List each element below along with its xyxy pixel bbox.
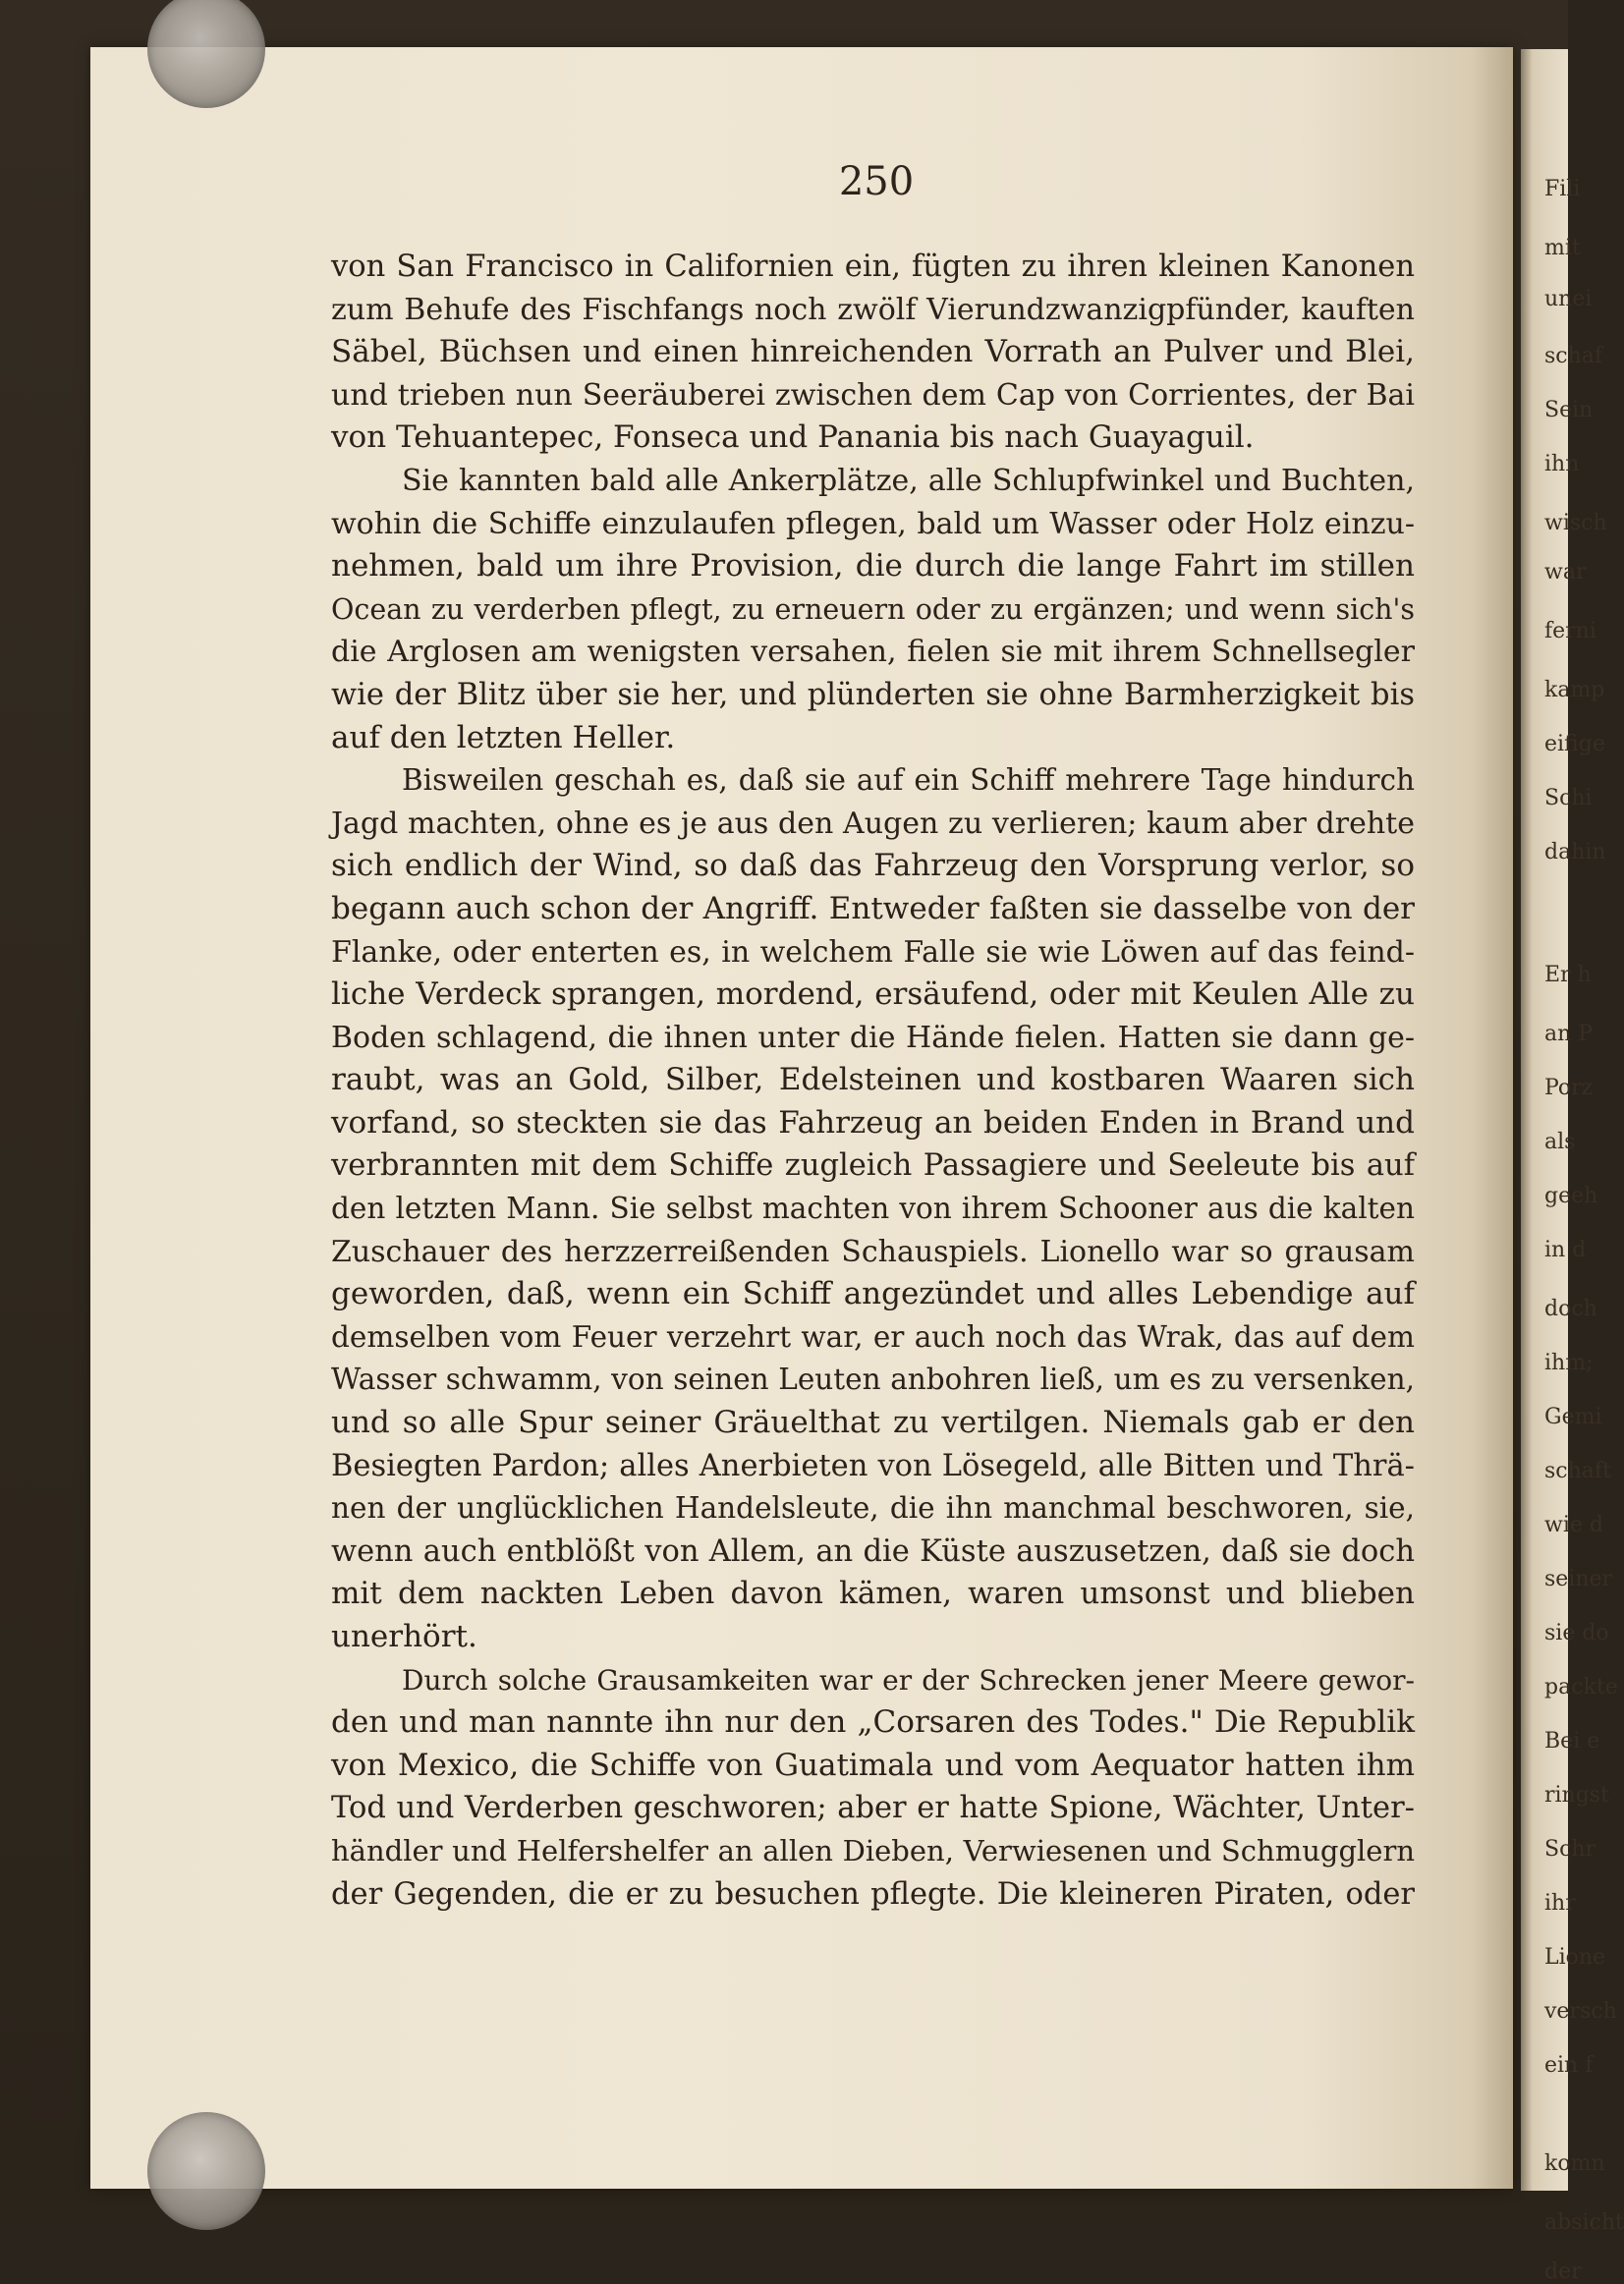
text-line: den letzten Mann. Sie selbst machten von ihrem Schooner aus die kalten: [331, 1192, 1415, 1226]
text-line: Zuschauer des herzzerreißenden Schauspiels. Lionello war so grausam: [331, 1234, 1415, 1269]
next-page-fragment: Schi: [1544, 786, 1593, 810]
next-page-fragment: als: [1544, 1130, 1576, 1154]
next-page-fragment: ihn: [1544, 452, 1580, 476]
text-line: verbrannten mit dem Schiffe zugleich Passagiere und Seeleute bis auf: [331, 1148, 1415, 1184]
text-line: zum Behufe des Fischfangs noch zwölf Vierundzwanzigpfünder, kauften: [331, 292, 1415, 327]
text-line: vorfand, so steckten sie das Fahrzeug an beiden Enden in Brand und: [331, 1104, 1415, 1141]
text-line: Besiegten Pardon; alles Anerbieten von Lösegeld, alle Bitten und Thrä-: [331, 1448, 1415, 1483]
text-line: wenn auch entblößt von Allem, an die Küste auszusetzen, daß sie doch: [331, 1533, 1415, 1569]
next-page-fragment: mit: [1544, 236, 1581, 260]
text-line: wohin die Schiffe einzulaufen pflegen, bald um Wasser oder Holz einzu-: [331, 506, 1415, 541]
text-line: Säbel, Büchsen und einen hinreichenden Vorrath an Pulver und Blei,: [331, 334, 1415, 370]
text-line: Boden schlagend, die ihnen unter die Hände fielen. Hatten sie dann ge-: [331, 1020, 1415, 1055]
next-page-fragment: schaf: [1544, 344, 1603, 368]
page-number: 250: [838, 159, 915, 204]
text-line: mit dem nackten Leben davon kämen, waren umsonst und blieben: [331, 1576, 1415, 1612]
text-line: demselben vom Feuer verzehrt war, er auch noch das Wrak, das auf dem: [331, 1319, 1415, 1354]
body-text: [331, 246, 1415, 1916]
next-page-fragment: Sein: [1544, 398, 1594, 422]
text-line: Jagd machten, ohne es je aus den Augen zu verlieren; kaum aber drehte: [331, 806, 1415, 841]
next-page-fragment: geeh: [1544, 1184, 1598, 1208]
next-page-fragment: an P: [1544, 1022, 1594, 1046]
next-page-fragment: Fili: [1544, 177, 1581, 201]
text-line: nehmen, bald um ihre Provision, die durch die lange Fahrt im stillen: [331, 548, 1415, 585]
text-line: den und man nannte ihn nur den „Corsaren des Todes." Die Republik: [331, 1704, 1415, 1741]
next-page-fragment: dahin: [1544, 840, 1606, 864]
text-line: und trieben nun Seeräuberei zwischen dem Cap von Corrientes, der Bai: [331, 377, 1415, 413]
text-line: liche Verdeck sprangen, mordend, ersäufend, oder mit Keulen Alle zu: [331, 976, 1415, 1013]
next-page-fragment: eifige: [1544, 732, 1605, 756]
text-line: Sie kannten bald alle Ankerplätze, alle Schlupfwinkel und Buchten,: [402, 463, 1415, 498]
next-page-fragment: versch: [1544, 1999, 1617, 2024]
next-page-fragment: wisch: [1544, 511, 1607, 535]
text-line: händler und Helfershelfer an allen Dieben, Verwiesenen und Schmugglern: [331, 1833, 1415, 1867]
text-line: die Arglosen am wenigsten versahen, fielen sie mit ihrem Schnellsegler: [331, 635, 1415, 670]
next-page-fragment: komn: [1544, 2151, 1605, 2176]
next-page-fragment: unei: [1544, 287, 1593, 311]
text-line: auf den letzten Heller.: [331, 719, 676, 755]
next-page-fragment: ringst: [1544, 1783, 1609, 1808]
next-page-fragment: kamp: [1544, 678, 1605, 702]
next-page-fragment: seiner: [1544, 1567, 1613, 1591]
page-clip-bottom: [147, 2112, 265, 2230]
next-page-edge: [1521, 49, 1624, 2284]
text-line: unerhört.: [331, 1619, 477, 1654]
text-line: Flanke, oder enterten es, in welchem Falle sie wie Löwen auf das feind-: [331, 934, 1415, 970]
next-page-fragment: ein f: [1544, 2053, 1594, 2078]
next-page-fragment: Schr: [1544, 1837, 1596, 1862]
next-page-fragment: schaft: [1544, 1459, 1611, 1483]
text-line: und so alle Spur seiner Gräuelthat zu vertilgen. Niemals gab er den: [331, 1405, 1415, 1441]
next-page-fragment: Porz: [1544, 1076, 1594, 1100]
text-line: Bisweilen geschah es, daß sie auf ein Schiff mehrere Tage hindurch: [402, 763, 1415, 798]
next-page-fragment: absicht: [1544, 2210, 1624, 2235]
text-line: von Tehuantepec, Fonseca und Panania bis nach Guayaguil.: [331, 419, 1255, 456]
next-page-fragment: Lione: [1544, 1945, 1606, 1970]
next-page-fragment: ihr: [1544, 1891, 1576, 1916]
text-line: geworden, daß, wenn ein Schiff angezündet und alles Lebendige auf: [331, 1276, 1415, 1312]
text-line: Tod und Verderben geschworen; aber er hatte Spione, Wächter, Unter-: [331, 1791, 1415, 1826]
text-line: sich endlich der Wind, so daß das Fahrzeug den Vorsprung verlor, so: [331, 848, 1415, 884]
text-line: Wasser schwamm, von seinen Leuten anbohren ließ, um es zu versenken,: [331, 1363, 1415, 1397]
next-page-fragment: wie d: [1544, 1513, 1603, 1537]
text-line: nen der unglücklichen Handelsleute, die ihn manchmal beschworen, sie,: [331, 1491, 1415, 1526]
text-line: wie der Blitz über sie her, und plünderten sie ohne Barmherzigkeit bis: [331, 677, 1415, 712]
text-line: Ocean zu verderben pflegt, zu erneuern oder zu ergänzen; und wenn sich's: [331, 592, 1415, 626]
next-page-fragment: Bei e: [1544, 1729, 1600, 1754]
next-page-fragment: packte: [1544, 1675, 1618, 1699]
text-line: raubt, was an Gold, Silber, Edelsteinen und kostbaren Waaren sich: [331, 1062, 1415, 1098]
next-page-fragment: Gemi: [1544, 1405, 1602, 1429]
next-page-fragment: sie do: [1544, 1621, 1609, 1645]
text-line: von San Francisco in Californien ein, fügten zu ihren kleinen Kanonen: [331, 250, 1415, 284]
next-page-fragment: war: [1544, 560, 1587, 585]
next-page-fragment: in d: [1544, 1238, 1587, 1262]
next-page-fragment: Er h: [1544, 963, 1592, 987]
text-line: der Gegenden, die er zu besuchen pflegte. Die kleineren Piraten, oder: [331, 1876, 1415, 1912]
next-page-fragment: ihm;: [1544, 1351, 1594, 1375]
next-page-fragment: doch: [1544, 1297, 1597, 1321]
next-page-fragment: ferni: [1544, 619, 1596, 643]
next-page-fragment: der: [1544, 2259, 1582, 2284]
text-line: von Mexico, die Schiffe von Guatimala und vom Aequator hatten ihm: [331, 1747, 1415, 1783]
text-line: begann auch schon der Angriff. Entweder faßten sie dasselbe von der: [331, 890, 1415, 926]
text-line: Durch solche Grausamkeiten war er der Schrecken jener Meere gewor-: [402, 1663, 1415, 1697]
